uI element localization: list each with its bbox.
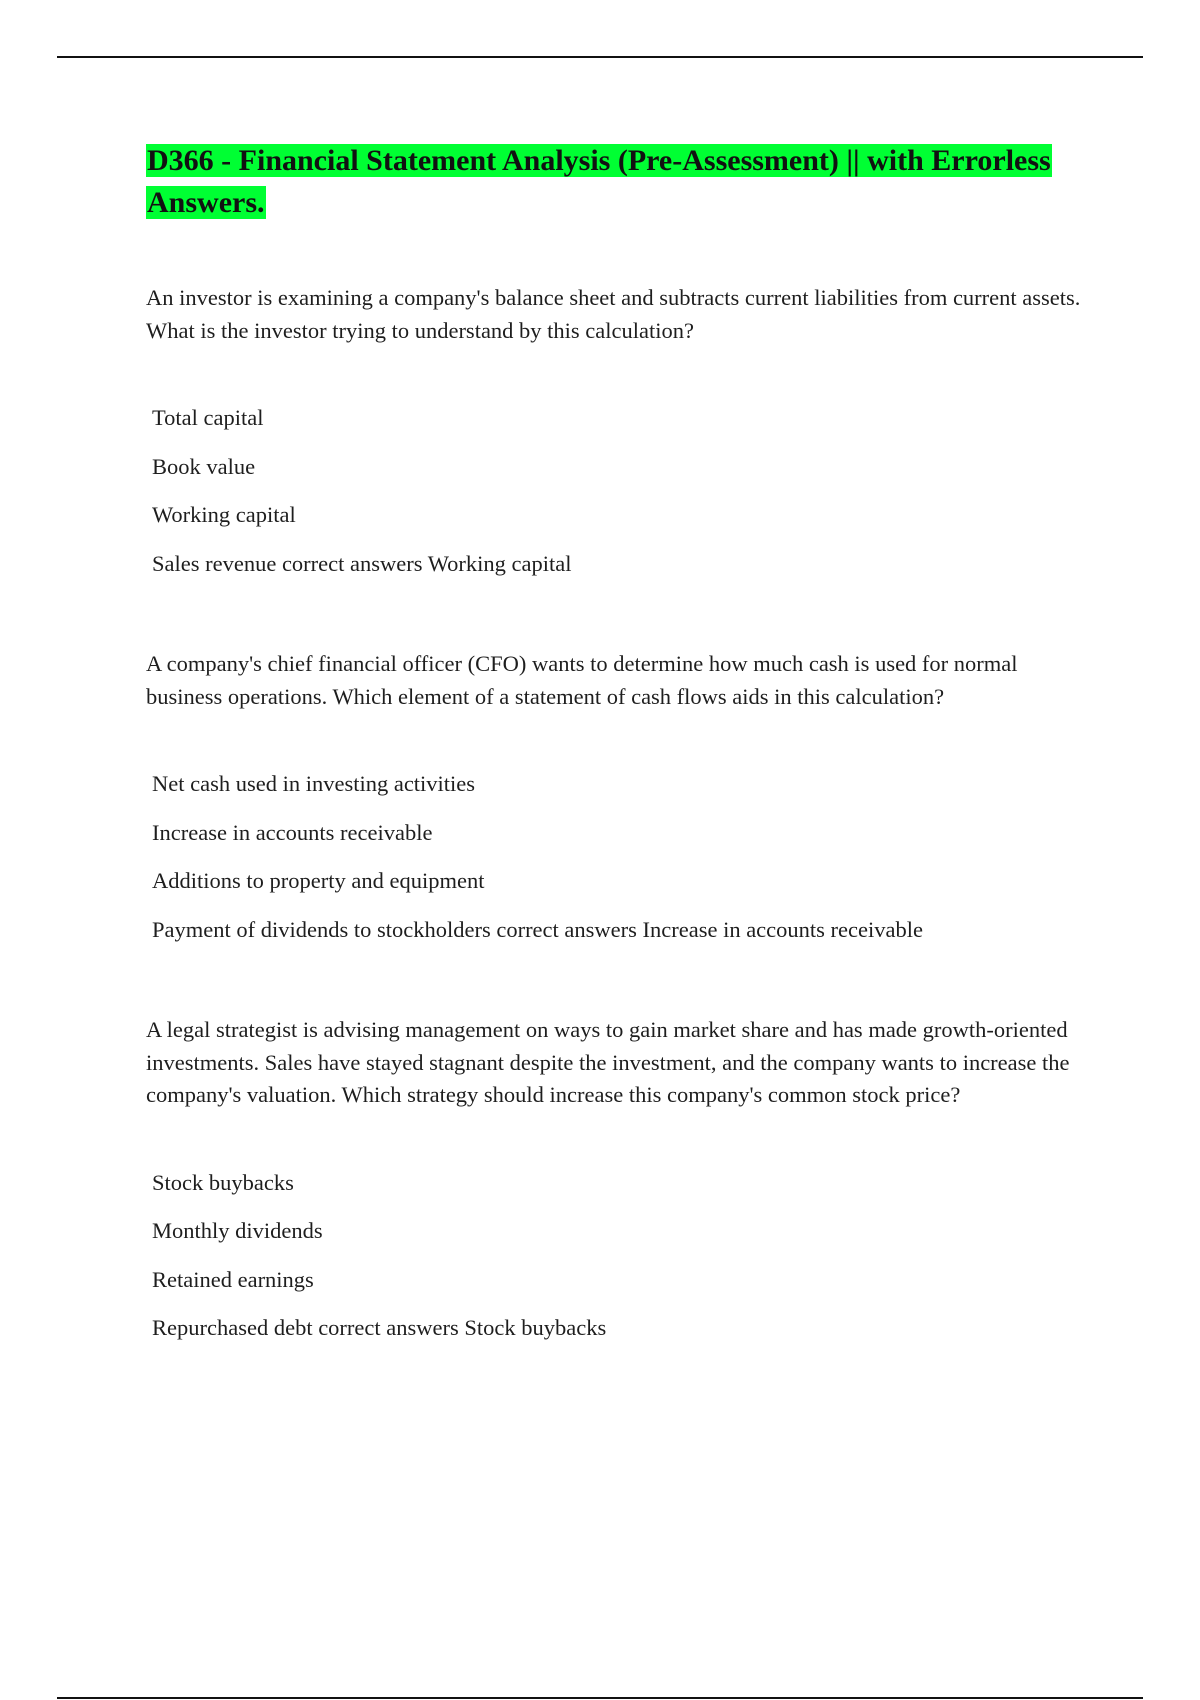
option-item: Additions to property and equipment (152, 868, 485, 893)
option-item: Book value (152, 453, 256, 479)
question-1: An investor is examining a company's balance sheet and subtracts current liabilities from current assets. What is the investor trying to understand by this calculation? (146, 285, 1081, 343)
document-title (146, 140, 1086, 224)
question-2: A company's chief financial officer (CFO) wants to determine how much cash is used for normal business operations. Which element of a statement of cash flows aids in this calculation? (146, 651, 1018, 709)
title-highlight: D366 - Financial Statement Analysis (Pre-Assessment) || with Errorless Answers. (147, 144, 1051, 219)
question-3: A legal strategist is advising management on ways to gain market share and has made growth-oriented investments. Sales have stayed stagnant despite the investment, and the company wants to increase the company's valuation. Which strategy should increase this company's common stock price? (146, 1017, 1070, 1107)
option-item: Monthly dividends (152, 1218, 323, 1243)
option-item: Working capital (152, 502, 296, 527)
option-item: Net cash used in investing activities (152, 771, 476, 796)
option-item-with-answer: Payment of dividends to stockholders correct answers Increase in accounts receivable (152, 916, 923, 942)
option-item: Retained earnings (152, 1266, 314, 1292)
option-item-with-answer: Repurchased debt correct answers Stock buybacks (152, 1315, 607, 1340)
options-list-3 (146, 1167, 1086, 1361)
header-rule (57, 56, 1143, 58)
footer-rule (57, 1697, 1143, 1699)
document-body (146, 140, 1086, 1361)
option-item: Increase in accounts receivable (152, 819, 433, 845)
option-item-with-answer: Sales revenue correct answers Working capital (152, 550, 572, 576)
options-list-2 (146, 768, 1086, 962)
options-list-1 (146, 402, 1086, 596)
option-item: Total capital (152, 405, 264, 430)
option-item: Stock buybacks (152, 1169, 294, 1195)
